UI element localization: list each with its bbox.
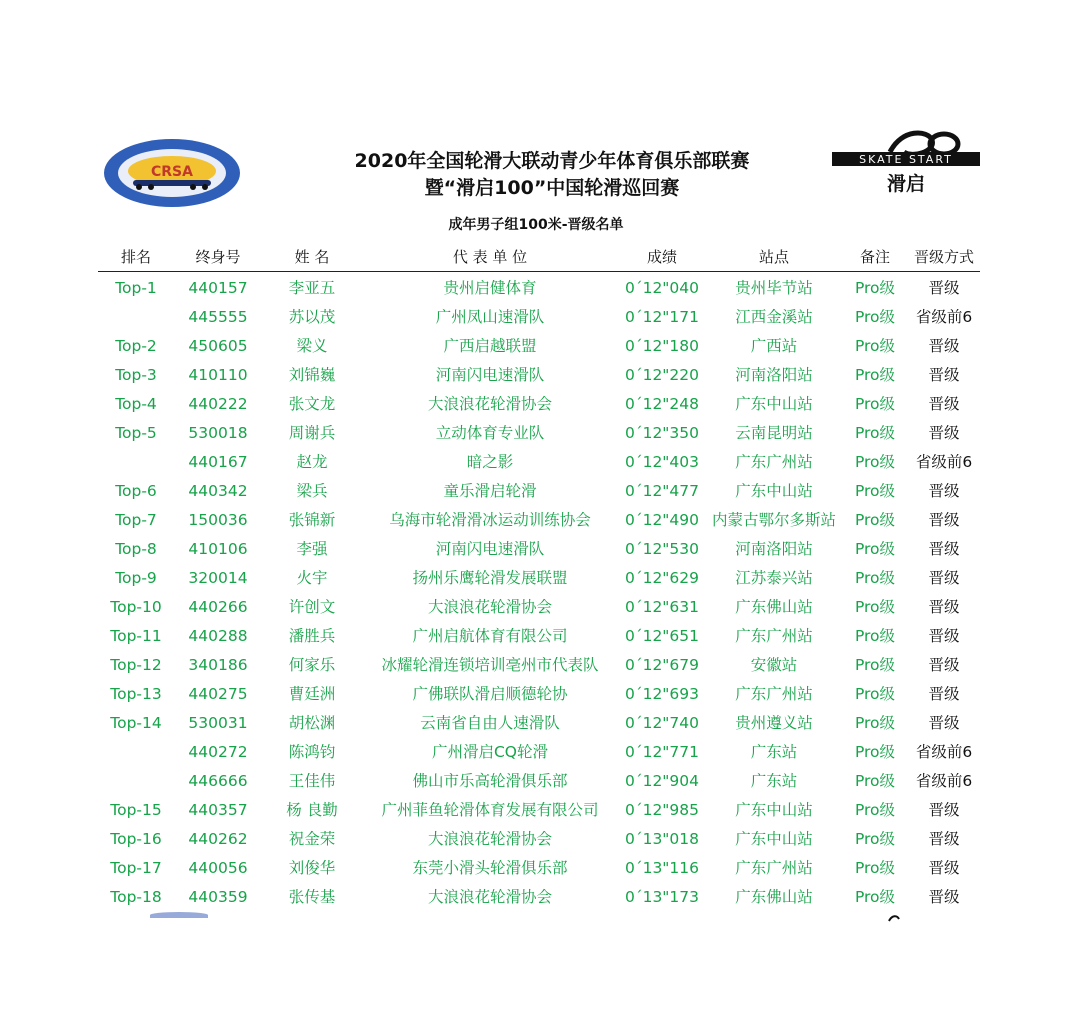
cell-id: 440342 [188,482,248,500]
table-row [0,361,1080,390]
svg-text:CRSA: CRSA [151,164,193,180]
cell-name: 杨 良勤 [286,801,338,819]
cell-unit: 大浪浪花轮滑协会 [427,888,552,906]
cell-unit: 大浪浪花轮滑协会 [427,598,552,616]
cell-site: 广东佛山站 [735,598,813,616]
cell-site: 河南洛阳站 [735,366,813,384]
cell-rank: Top-11 [110,627,162,645]
cell-site: 江西金溪站 [735,308,813,326]
cell-id: 440288 [188,627,248,645]
cell-mode: 晋级 [928,598,960,616]
cell-note: Pro级 [854,569,896,587]
cell-name: 胡松渊 [288,714,336,732]
cell-mode: 省级前6 [915,743,973,761]
cell-id: 440262 [188,830,248,848]
cell-site: 广东广州站 [735,627,813,645]
cell-site: 江苏泰兴站 [735,569,813,587]
cell-site: 贵州遵义站 [735,714,813,732]
table-row [0,477,1080,506]
cell-score: 0´12"490 [624,511,700,529]
cell-id: 530031 [188,714,248,732]
cell-rank: Top-14 [110,714,162,732]
cell-mode: 省级前6 [915,453,973,471]
table-row [0,709,1080,738]
cell-site: 河南洛阳站 [735,540,813,558]
cell-name: 梁义 [296,337,328,355]
cell-unit: 广佛联队滑启顺德轮协 [412,685,568,703]
cell-unit: 河南闪电速滑队 [435,540,545,558]
cell-note: Pro级 [854,830,896,848]
cell-site: 云南昆明站 [735,424,813,442]
cell-rank: Top-5 [115,424,157,442]
cell-mode: 晋级 [928,888,960,906]
cell-score: 0´12"904 [624,772,700,790]
table-row [0,390,1080,419]
table-row [0,767,1080,796]
cell-score: 0´12"171 [624,308,700,326]
cell-unit: 大浪浪花轮滑协会 [427,395,552,413]
cell-rank: Top-18 [110,888,162,906]
cell-rank: Top-16 [110,830,162,848]
cell-site: 广西站 [750,337,798,355]
cell-unit: 广州凤山速滑队 [435,308,545,326]
cell-name: 刘锦巍 [288,366,336,384]
col-header-name: 姓 名 [294,248,330,266]
cell-rank: Top-17 [110,859,162,877]
cell-site: 广东中山站 [735,830,813,848]
cell-id: 440359 [188,888,248,906]
table-row [0,825,1080,854]
cell-score: 0´12"679 [624,656,700,674]
col-header-note: 备注 [859,248,890,266]
cell-score: 0´12"740 [624,714,700,732]
cell-score: 0´12"477 [624,482,700,500]
cell-score: 0´12"248 [624,395,700,413]
cell-note: Pro级 [854,598,896,616]
cell-unit: 广西启越联盟 [443,337,537,355]
cell-note: Pro级 [854,888,896,906]
cell-name: 曹廷洲 [288,685,336,703]
cell-note: Pro级 [854,743,896,761]
cell-name: 潘胜兵 [288,627,336,645]
cell-note: Pro级 [854,714,896,732]
cell-score: 0´13"173 [624,888,700,906]
cell-note: Pro级 [854,772,896,790]
table-row [0,419,1080,448]
cell-id: 445555 [188,308,248,326]
cell-mode: 晋级 [928,424,960,442]
col-header-score: 成绩 [646,248,677,266]
cell-id: 446666 [188,772,248,790]
cell-mode: 晋级 [928,540,960,558]
cell-score: 0´12"651 [624,627,700,645]
table-row [0,535,1080,564]
cell-score: 0´12"771 [624,743,700,761]
cell-unit: 童乐滑启轮滑 [443,482,537,500]
cell-mode: 晋级 [928,627,960,645]
cell-note: Pro级 [854,279,896,297]
cell-site: 广东站 [750,772,798,790]
cell-site: 广东中山站 [735,801,813,819]
cell-note: Pro级 [854,656,896,674]
cell-name: 许创文 [288,598,336,616]
cell-site: 广东中山站 [735,482,813,500]
cell-note: Pro级 [854,424,896,442]
cell-site: 广东广州站 [735,685,813,703]
cell-id: 440272 [188,743,248,761]
cell-unit: 大浪浪花轮滑协会 [427,830,552,848]
cell-rank: Top-8 [115,540,157,558]
cell-id: 150036 [188,511,248,529]
svg-text:SKATE START: SKATE START [859,153,953,166]
cell-site: 广东广州站 [735,859,813,877]
cell-score: 0´12"180 [624,337,700,355]
document-title-line1: 2020年全国轮滑大联动青少年体育俱乐部联赛 [354,150,750,172]
cell-rank: Top-9 [115,569,157,587]
cell-score: 0´12"629 [624,569,700,587]
cell-rank: Top-6 [115,482,157,500]
cell-mode: 晋级 [928,279,960,297]
cell-score: 0´12"220 [624,366,700,384]
cell-unit: 乌海市轮滑滑冰运动训练协会 [389,511,591,529]
cell-site: 安徽站 [750,656,798,674]
cell-rank: Top-4 [115,395,157,413]
table-row [0,680,1080,709]
document-title-line2: 暨“滑启100”中国轮滑巡回赛 [424,177,680,199]
cell-score: 0´12"403 [624,453,700,471]
table-row [0,883,1080,912]
table-row [0,854,1080,883]
cell-score: 0´12"985 [624,801,700,819]
cell-unit: 广州滑启CQ轮滑 [431,743,549,761]
cell-unit: 贵州启健体育 [443,279,537,297]
scan-artifact [150,912,208,918]
cell-name: 梁兵 [296,482,328,500]
header-divider [98,271,980,272]
cell-site: 内蒙古鄂尔多斯站 [711,511,836,529]
cell-rank: Top-13 [110,685,162,703]
cell-note: Pro级 [854,859,896,877]
cell-id: 440056 [188,859,248,877]
cell-site: 广东佛山站 [735,888,813,906]
cell-note: Pro级 [854,308,896,326]
cell-name: 火宇 [296,569,328,587]
cell-score: 0´12"350 [624,424,700,442]
cell-rank: Top-3 [115,366,157,384]
cell-name: 周谢兵 [288,424,336,442]
table-row [0,651,1080,680]
cell-site: 广东站 [750,743,798,761]
col-header-site: 站点 [758,248,789,266]
cell-name: 祝金荣 [288,830,336,848]
cell-note: Pro级 [854,337,896,355]
cell-rank: Top-2 [115,337,157,355]
cell-id: 440357 [188,801,248,819]
cell-mode: 晋级 [928,395,960,413]
cell-id: 340186 [188,656,248,674]
cell-score: 0´12"693 [624,685,700,703]
cell-id: 410106 [188,540,248,558]
cell-rank: Top-12 [110,656,162,674]
cell-name: 张传基 [288,888,336,906]
table-row [0,622,1080,651]
cell-unit: 河南闪电速滑队 [435,366,545,384]
table-row [0,738,1080,767]
table-subtitle: 成年男子组100米-晋级名单 [448,217,624,233]
cell-note: Pro级 [854,511,896,529]
cell-note: Pro级 [854,453,896,471]
cell-mode: 晋级 [928,569,960,587]
cell-mode: 晋级 [928,511,960,529]
table-row [0,796,1080,825]
cell-mode: 晋级 [928,366,960,384]
col-header-mode: 晋级方式 [913,248,974,266]
cell-name: 陈鸿钧 [288,743,336,761]
cell-score: 0´13"116 [624,859,700,877]
cell-name: 赵龙 [296,453,328,471]
cell-unit: 立动体育专业队 [435,424,545,442]
cell-site: 贵州毕节站 [735,279,813,297]
table-header [0,246,1080,270]
col-header-unit: 代 表 单 位 [452,248,528,266]
cell-mode: 晋级 [928,859,960,877]
cell-unit: 扬州乐鹰轮滑发展联盟 [412,569,568,587]
cell-id: 450605 [188,337,248,355]
cell-note: Pro级 [854,366,896,384]
cell-site: 广东中山站 [735,395,813,413]
scan-artifact-mark [888,908,900,916]
cell-name: 苏以茂 [288,308,336,326]
table-row [0,274,1080,303]
cell-id: 440266 [188,598,248,616]
cell-id: 530018 [188,424,248,442]
cell-unit: 冰耀轮滑连锁培训亳州市代表队 [381,656,599,674]
cell-name: 张文龙 [288,395,336,413]
cell-mode: 晋级 [928,714,960,732]
cell-mode: 晋级 [928,830,960,848]
cell-name: 李亚五 [288,279,336,297]
table-row [0,564,1080,593]
cell-name: 刘俊华 [288,859,336,877]
cell-name: 李强 [296,540,328,558]
cell-rank: Top-7 [115,511,157,529]
cell-name: 何家乐 [288,656,336,674]
cell-score: 0´13"018 [624,830,700,848]
cell-unit: 东莞小滑头轮滑俱乐部 [412,859,568,877]
cell-score: 0´12"040 [624,279,700,297]
table-row [0,593,1080,622]
cell-mode: 晋级 [928,337,960,355]
cell-rank: Top-15 [110,801,162,819]
cell-note: Pro级 [854,540,896,558]
cell-site: 广东广州站 [735,453,813,471]
cell-mode: 晋级 [928,482,960,500]
cell-name: 王佳伟 [288,772,336,790]
cell-score: 0´12"530 [624,540,700,558]
table-row [0,303,1080,332]
table-row [0,332,1080,361]
cell-mode: 省级前6 [915,308,973,326]
cell-unit: 佛山市乐高轮滑俱乐部 [412,772,568,790]
cell-mode: 省级前6 [915,772,973,790]
cell-unit: 广州启航体育有限公司 [412,627,568,645]
svg-text:滑启: 滑启 [886,173,926,195]
cell-unit: 云南省自由人速滑队 [420,714,560,732]
cell-mode: 晋级 [928,801,960,819]
cell-name: 张锦新 [288,511,336,529]
cell-score: 0´12"631 [624,598,700,616]
col-header-rank: 排名 [120,248,151,266]
cell-id: 440222 [188,395,248,413]
cell-id: 440275 [188,685,248,703]
cell-mode: 晋级 [928,685,960,703]
cell-id: 440167 [188,453,248,471]
cell-note: Pro级 [854,482,896,500]
table-row [0,506,1080,535]
cell-mode: 晋级 [928,656,960,674]
cell-id: 410110 [188,366,248,384]
cell-note: Pro级 [854,395,896,413]
cell-rank: Top-1 [115,279,157,297]
cell-rank: Top-10 [110,598,162,616]
col-header-id: 终身号 [195,248,241,266]
cell-unit: 广州菲鱼轮滑体育发展有限公司 [381,801,599,819]
cell-id: 440157 [188,279,248,297]
cell-id: 320014 [188,569,248,587]
cell-note: Pro级 [854,627,896,645]
cell-unit: 暗之影 [466,453,514,471]
table-row [0,448,1080,477]
cell-note: Pro级 [854,685,896,703]
cell-note: Pro级 [854,801,896,819]
